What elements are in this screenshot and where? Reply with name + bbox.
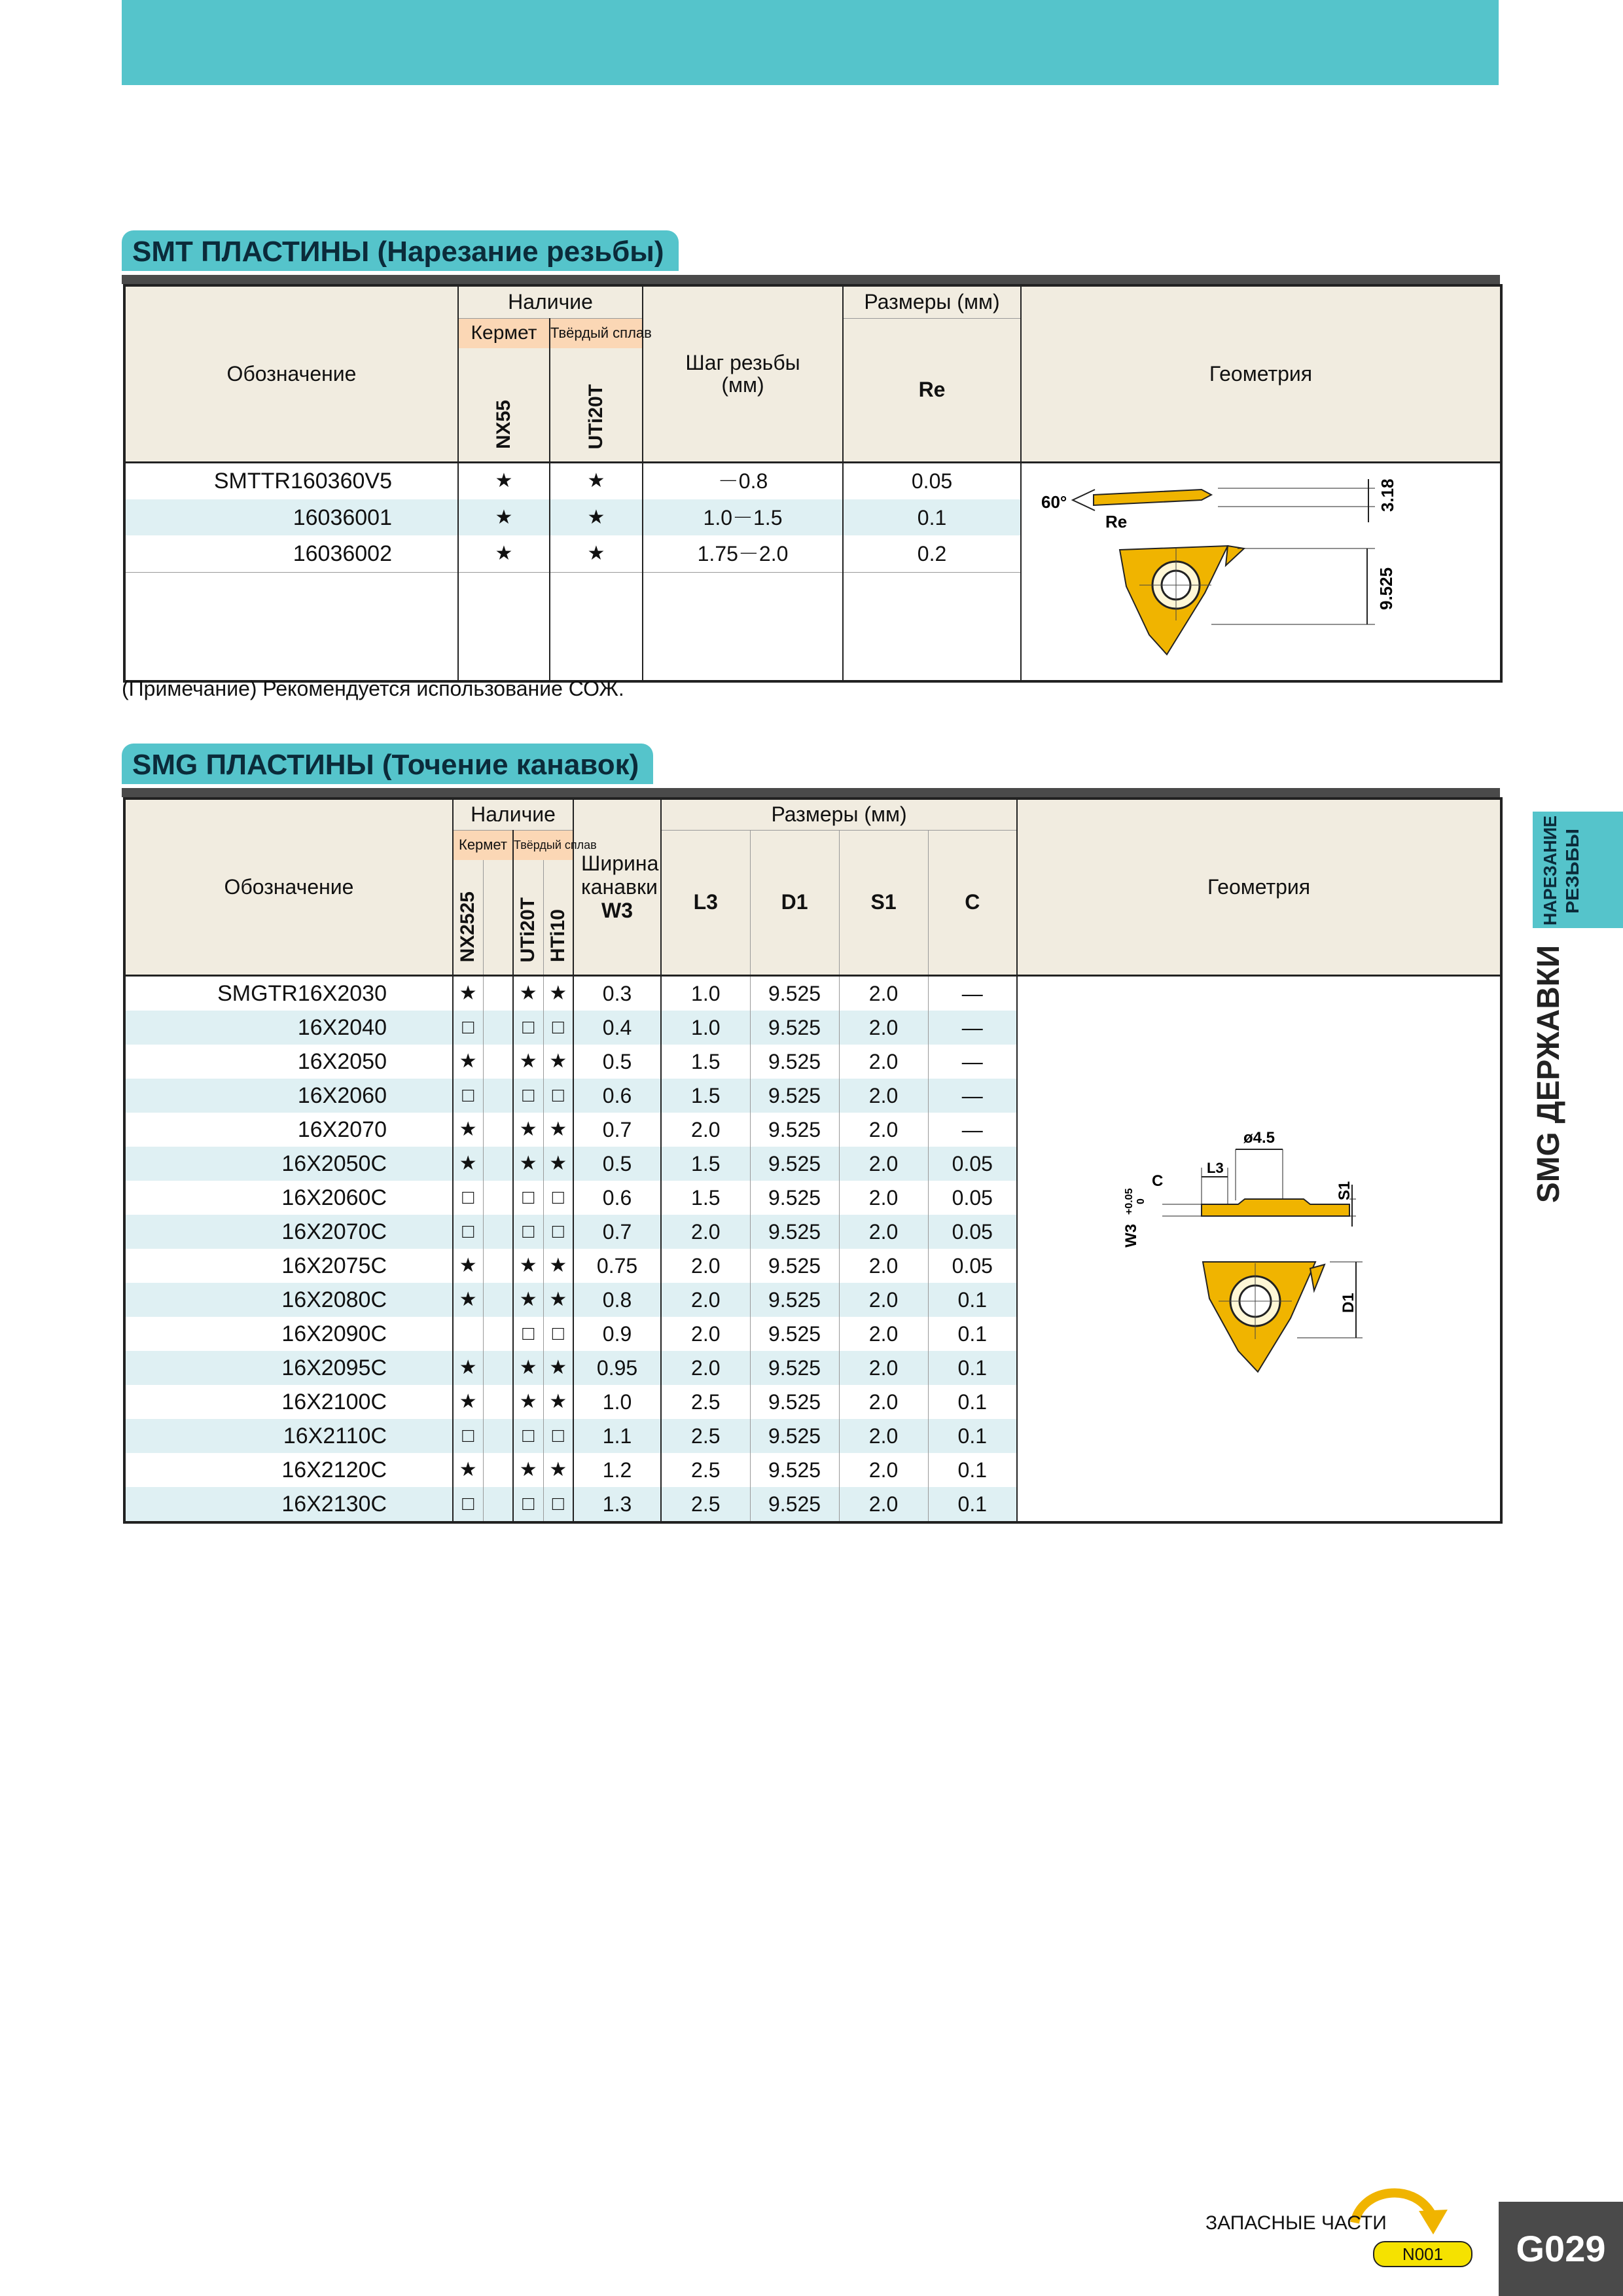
- smg-s1-value: 2.0: [839, 975, 928, 1011]
- smg-avail-uti20t: ★: [513, 1147, 543, 1181]
- smt-insert-side-view: [1094, 490, 1211, 505]
- smt-grade-uti20t: UTi20T: [585, 384, 607, 450]
- smg-avail-nx2525: □: [453, 1079, 483, 1113]
- footer-ref-badge[interactable]: N001: [1373, 2241, 1472, 2267]
- smg-d1-value: 9.525: [750, 1283, 839, 1317]
- smg-insert-side-view: [1202, 1199, 1349, 1216]
- smt-geometry-cell: [1021, 462, 1501, 681]
- smt-col-dims: Размеры (мм): [843, 285, 1021, 318]
- smg-avail-blank: [483, 1215, 513, 1249]
- smg-avail-nx2525: ★: [453, 1283, 483, 1317]
- smg-c-value: —: [928, 1113, 1017, 1147]
- smg-c-value: —: [928, 975, 1017, 1011]
- smg-d1-value: 9.525: [750, 1045, 839, 1079]
- smg-c-value: 0.05: [928, 1147, 1017, 1181]
- smg-w3-fig-label: W3: [1122, 1224, 1140, 1247]
- side-tab-line2: РЕЗЬБЫ: [1562, 833, 1582, 914]
- smt-col-re: Re: [843, 318, 1021, 462]
- smg-l3-value: 2.5: [661, 1453, 750, 1487]
- smg-row-code: 16X2075C: [124, 1249, 453, 1283]
- smg-hole-label: ø4.5: [1243, 1129, 1275, 1147]
- smg-width-value: 0.6: [573, 1079, 661, 1113]
- smg-avail-nx2525: [453, 1317, 483, 1351]
- smg-avail-blank: [483, 1487, 513, 1522]
- smg-avail-nx2525: □: [453, 1215, 483, 1249]
- smg-avail-blank: [483, 1045, 513, 1079]
- smg-avail-hti10: □: [543, 1079, 573, 1113]
- smg-avail-hti10: □: [543, 1317, 573, 1351]
- smg-s1-value: 2.0: [839, 1113, 928, 1147]
- smg-avail-nx2525: ★: [453, 1351, 483, 1385]
- smg-tol-upper: +0.05: [1124, 1188, 1135, 1215]
- smg-width-value: 0.95: [573, 1351, 661, 1385]
- smg-avail-uti20t: □: [513, 1419, 543, 1453]
- smg-col-l3: L3: [661, 830, 750, 975]
- smg-avail-hti10: ★: [543, 975, 573, 1011]
- smg-avail-nx2525: ★: [453, 1113, 483, 1147]
- smg-c-value: 0.1: [928, 1351, 1017, 1385]
- smg-row-code: 16X2110C: [124, 1419, 453, 1453]
- smg-avail-uti20t: □: [513, 1487, 543, 1522]
- smg-cermet-label: Кермет: [453, 830, 513, 860]
- smg-s1-value: 2.0: [839, 1011, 928, 1045]
- smg-l3-label: L3: [1207, 1160, 1224, 1176]
- smt-avail-nx55: ★: [458, 462, 550, 499]
- smg-s1-value: 2.0: [839, 1215, 928, 1249]
- smg-d1-value: 9.525: [750, 1079, 839, 1113]
- smg-l3-value: 2.0: [661, 1249, 750, 1283]
- smg-row-code: 16X2100C: [124, 1385, 453, 1419]
- smg-avail-nx2525: □: [453, 1181, 483, 1215]
- smg-tol-lower: 0: [1135, 1198, 1147, 1204]
- smg-d1-value: 9.525: [750, 1181, 839, 1215]
- smt-col-availability: Наличие: [458, 285, 643, 318]
- smt-note: (Примечание) Рекомендуется использование СОЖ.: [122, 677, 624, 700]
- smg-row-code: 16X2050C: [124, 1147, 453, 1181]
- smt-col-pitch: Шаг резьбы (мм): [643, 285, 843, 462]
- smg-row-code: 16X2060: [124, 1079, 453, 1113]
- smg-avail-blank: [483, 975, 513, 1011]
- smg-section-title: SMG ПЛАСТИНЫ (Точение канавок): [122, 744, 653, 784]
- smg-avail-uti20t: ★: [513, 1283, 543, 1317]
- smg-l3-value: 2.0: [661, 1113, 750, 1147]
- smg-d1-value: 9.525: [750, 1385, 839, 1419]
- smg-row-code: 16X2130C: [124, 1487, 453, 1522]
- smg-l3-value: 2.5: [661, 1419, 750, 1453]
- smg-avail-hti10: ★: [543, 1113, 573, 1147]
- smg-avail-hti10: ★: [543, 1453, 573, 1487]
- smg-d1-value: 9.525: [750, 1215, 839, 1249]
- smg-row-code: 16X2090C: [124, 1317, 453, 1351]
- smg-avail-nx2525: □: [453, 1011, 483, 1045]
- smt-pitch-value: －0.8: [643, 462, 843, 499]
- smt-pitch-value: 1.75－2.0: [643, 535, 843, 572]
- smt-avail-uti20t: ★: [550, 462, 643, 499]
- smg-s1-value: 2.0: [839, 1351, 928, 1385]
- smg-avail-blank: [483, 1079, 513, 1113]
- smg-d1-value: 9.525: [750, 1011, 839, 1045]
- page-number: G029: [1499, 2202, 1623, 2296]
- smg-avail-uti20t: □: [513, 1215, 543, 1249]
- smt-angle-label: 60°: [1041, 492, 1067, 512]
- smg-s1-value: 2.0: [839, 1181, 928, 1215]
- smt-angle-lines: [1073, 490, 1095, 511]
- smg-avail-uti20t: ★: [513, 1351, 543, 1385]
- smg-avail-blank: [483, 1147, 513, 1181]
- side-tab-line1: НАРЕЗАНИЕ: [1540, 811, 1560, 925]
- smg-d1-value: 9.525: [750, 1351, 839, 1385]
- smg-grade-hti10: HTi10: [546, 909, 569, 963]
- smg-width-value: 0.4: [573, 1011, 661, 1045]
- smt-re-label: Re: [1105, 511, 1128, 531]
- smt-carbide-label: Твёрдый сплав: [550, 318, 643, 348]
- smg-avail-hti10: ★: [543, 1045, 573, 1079]
- smt-re-value: 0.2: [843, 535, 1021, 572]
- smt-row-code: 16036002: [124, 535, 458, 572]
- smg-col-dims: Размеры (мм): [661, 798, 1017, 830]
- smg-col-d1: D1: [750, 830, 839, 975]
- smg-avail-blank: [483, 1317, 513, 1351]
- smt-avail-uti20t: ★: [550, 535, 643, 572]
- smg-avail-uti20t: ★: [513, 1045, 543, 1079]
- smg-row-code: SMGTR16X2030: [124, 975, 453, 1011]
- smg-c-value: 0.1: [928, 1283, 1017, 1317]
- smg-s1-value: 2.0: [839, 1419, 928, 1453]
- smg-l3-value: 1.5: [661, 1147, 750, 1181]
- smg-d1-value: 9.525: [750, 1113, 839, 1147]
- smg-c-value: 0.05: [928, 1249, 1017, 1283]
- smg-l3-value: 2.0: [661, 1317, 750, 1351]
- smg-d1-value: 9.525: [750, 1249, 839, 1283]
- smg-avail-hti10: ★: [543, 1351, 573, 1385]
- smg-c-label: C: [1152, 1172, 1164, 1190]
- smg-width-value: 1.2: [573, 1453, 661, 1487]
- smg-width-value: 0.8: [573, 1283, 661, 1317]
- smg-s1-value: 2.0: [839, 1079, 928, 1113]
- smg-c-value: 0.1: [928, 1385, 1017, 1419]
- side-tab-label: [1530, 813, 1589, 931]
- smg-avail-blank: [483, 1181, 513, 1215]
- smg-avail-uti20t: ★: [513, 1453, 543, 1487]
- smg-avail-uti20t: □: [513, 1181, 543, 1215]
- smg-avail-hti10: ★: [543, 1147, 573, 1181]
- smg-s1-label: S1: [1336, 1181, 1353, 1200]
- smg-avail-nx2525: ★: [453, 1385, 483, 1419]
- smt-avail-uti20t: ★: [550, 499, 643, 535]
- smg-avail-blank: [483, 1283, 513, 1317]
- smg-grade-nx2525: NX2525: [457, 891, 479, 963]
- smt-grade-nx55: NX55: [493, 400, 514, 450]
- smg-width-value: 0.5: [573, 1045, 661, 1079]
- smg-width-value: 1.1: [573, 1419, 661, 1453]
- smg-avail-nx2525: ★: [453, 1045, 483, 1079]
- smg-grade-uti20t: UTi20T: [517, 897, 539, 963]
- smg-width-label: Ширина канавки: [581, 852, 659, 899]
- smg-avail-uti20t: ★: [513, 1385, 543, 1419]
- smg-section-rule: [122, 788, 1500, 797]
- smg-avail-hti10: □: [543, 1181, 573, 1215]
- smg-avail-blank: [483, 1453, 513, 1487]
- smt-table: [123, 284, 1503, 683]
- smt-row-code: SMTTR160360V5: [124, 462, 458, 499]
- smg-avail-hti10: □: [543, 1011, 573, 1045]
- smg-c-value: —: [928, 1011, 1017, 1045]
- smg-avail-blank: [483, 1419, 513, 1453]
- smg-d1-value: 9.525: [750, 1453, 839, 1487]
- smg-avail-blank: [483, 1351, 513, 1385]
- smg-width-value: 0.3: [573, 975, 661, 1011]
- smg-avail-blank: [483, 1011, 513, 1045]
- smg-width-value: 1.0: [573, 1385, 661, 1419]
- smt-re-value: 0.05: [843, 462, 1021, 499]
- smg-c-value: 0.1: [928, 1487, 1017, 1522]
- smg-row-code: 16X2120C: [124, 1453, 453, 1487]
- smg-col-s1: S1: [839, 830, 928, 975]
- smg-width-value: 0.9: [573, 1317, 661, 1351]
- smg-l3-value: 1.0: [661, 1011, 750, 1045]
- header-band: [122, 0, 1499, 85]
- smg-width-value: 0.7: [573, 1113, 661, 1147]
- smg-l3-value: 1.0: [661, 975, 750, 1011]
- smg-l3-value: 2.5: [661, 1487, 750, 1522]
- smt-geometry-figure: [1022, 463, 1502, 670]
- smg-c-value: 0.05: [928, 1181, 1017, 1215]
- smt-col-geometry: Геометрия: [1209, 361, 1313, 386]
- smg-width-value: 1.3: [573, 1487, 661, 1522]
- smt-ic-label: 9.525: [1376, 567, 1397, 610]
- smt-col-designation: Обозначение: [124, 285, 458, 462]
- smg-c-value: —: [928, 1045, 1017, 1079]
- smg-s1-value: 2.0: [839, 1147, 928, 1181]
- smg-avail-nx2525: ★: [453, 1147, 483, 1181]
- smg-col-width: [573, 798, 661, 975]
- smg-d1-value: 9.525: [750, 1487, 839, 1522]
- smg-l3-value: 1.5: [661, 1181, 750, 1215]
- smt-row-code: 16036001: [124, 499, 458, 535]
- smg-w3-label: W3: [601, 899, 633, 923]
- smg-geometry-figure: [1022, 978, 1496, 1529]
- smg-col-c: C: [928, 830, 1017, 975]
- smg-avail-nx2525: ★: [453, 1453, 483, 1487]
- smg-avail-nx2525: ★: [453, 975, 483, 1011]
- smt-avail-nx55: ★: [458, 499, 550, 535]
- smg-s1-value: 2.0: [839, 1283, 928, 1317]
- smg-c-value: 0.1: [928, 1453, 1017, 1487]
- smg-row-code: 16X2070: [124, 1113, 453, 1147]
- side-section-text: SMG ДЕРЖАВКИ: [1531, 943, 1566, 1203]
- smg-s1-value: 2.0: [839, 1045, 928, 1079]
- smt-section-title: SMT ПЛАСТИНЫ (Нарезание резьбы): [122, 230, 679, 271]
- smg-avail-hti10: ★: [543, 1385, 573, 1419]
- smt-thickness-label: 3.18: [1378, 478, 1398, 512]
- smg-s1-value: 2.0: [839, 1317, 928, 1351]
- smg-avail-hti10: ★: [543, 1249, 573, 1283]
- smg-avail-hti10: □: [543, 1419, 573, 1453]
- smg-avail-nx2525: □: [453, 1419, 483, 1453]
- smg-avail-nx2525: □: [453, 1487, 483, 1522]
- smg-s1-value: 2.0: [839, 1385, 928, 1419]
- smg-c-value: —: [928, 1079, 1017, 1113]
- footer-spare-parts-link[interactable]: ЗАПАСНЫЕ ЧАСТИ: [1205, 2212, 1387, 2234]
- smg-d1-value: 9.525: [750, 1317, 839, 1351]
- smg-width-value: 0.6: [573, 1181, 661, 1215]
- smg-avail-uti20t: ★: [513, 975, 543, 1011]
- smg-width-value: 0.7: [573, 1215, 661, 1249]
- smg-l3-value: 1.5: [661, 1045, 750, 1079]
- smg-row-code: 16X2040: [124, 1011, 453, 1045]
- smt-avail-nx55: ★: [458, 535, 550, 572]
- smg-s1-value: 2.0: [839, 1453, 928, 1487]
- smg-avail-uti20t: □: [513, 1079, 543, 1113]
- smg-l3-value: 2.0: [661, 1215, 750, 1249]
- smg-col-designation: Обозначение: [124, 798, 453, 975]
- smg-avail-blank: [483, 1113, 513, 1147]
- smt-section-rule: [122, 275, 1500, 284]
- smg-d1-value: 9.525: [750, 1147, 839, 1181]
- smg-s1-value: 2.0: [839, 1487, 928, 1522]
- smg-avail-blank: [483, 1385, 513, 1419]
- smg-d1-value: 9.525: [750, 975, 839, 1011]
- smg-width-value: 0.75: [573, 1249, 661, 1283]
- smg-avail-uti20t: □: [513, 1011, 543, 1045]
- smg-l3-value: 2.5: [661, 1385, 750, 1419]
- side-section-label: [1529, 942, 1565, 1204]
- smg-avail-uti20t: ★: [513, 1113, 543, 1147]
- smg-avail-hti10: □: [543, 1215, 573, 1249]
- smg-row-code: 16X2050: [124, 1045, 453, 1079]
- smg-row-code: 16X2080C: [124, 1283, 453, 1317]
- smt-pitch-value: 1.0－1.5: [643, 499, 843, 535]
- smg-d1-label: D1: [1340, 1293, 1357, 1313]
- smg-c-value: 0.1: [928, 1317, 1017, 1351]
- smg-col-geometry: Геометрия: [1207, 874, 1311, 899]
- smg-row-code: 16X2070C: [124, 1215, 453, 1249]
- smg-row-code: 16X2060C: [124, 1181, 453, 1215]
- smg-c-value: 0.05: [928, 1215, 1017, 1249]
- smg-avail-nx2525: ★: [453, 1249, 483, 1283]
- smg-avail-blank: [483, 1249, 513, 1283]
- smg-avail-hti10: ★: [543, 1283, 573, 1317]
- smg-c-value: 0.1: [928, 1419, 1017, 1453]
- smt-re-value: 0.1: [843, 499, 1021, 535]
- smg-l3-value: 2.0: [661, 1283, 750, 1317]
- smg-avail-uti20t: ★: [513, 1249, 543, 1283]
- smg-carbide-label: Твёрдый сплав: [513, 830, 573, 860]
- smg-l3-value: 2.0: [661, 1351, 750, 1385]
- smg-width-value: 0.5: [573, 1147, 661, 1181]
- smg-l3-value: 1.5: [661, 1079, 750, 1113]
- smg-d1-value: 9.525: [750, 1419, 839, 1453]
- smg-avail-hti10: □: [543, 1487, 573, 1522]
- smg-col-availability: Наличие: [453, 798, 573, 830]
- smg-row-code: 16X2095C: [124, 1351, 453, 1385]
- smt-cermet-label: Кермет: [458, 318, 550, 348]
- smg-s1-value: 2.0: [839, 1249, 928, 1283]
- smg-avail-uti20t: □: [513, 1317, 543, 1351]
